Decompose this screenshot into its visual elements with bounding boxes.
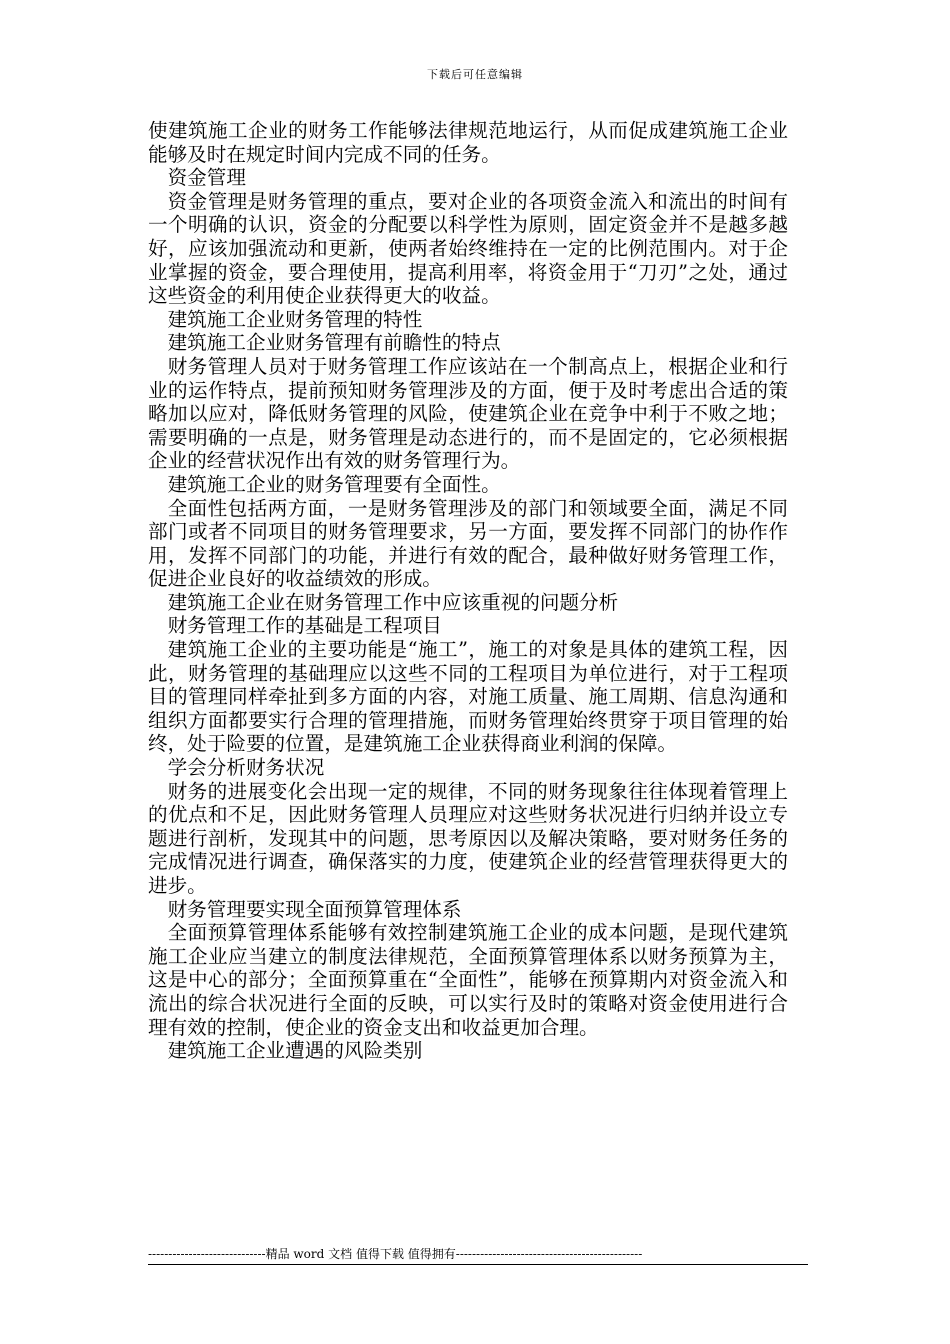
section-heading: 建筑施工企业财务管理的特性 bbox=[167, 307, 423, 331]
section-heading: 资金管理 bbox=[167, 166, 246, 190]
paragraph: 使建筑施工企业的财务工作能够法律规范地运行，从而促成建筑施工企业能够及时在规定时间内完成不同的任务。 bbox=[148, 119, 788, 166]
paragraph: 全面性包括两方面，一是财务管理涉及的部门和领域要全面，满足不同部门或者不同项目的财务管理要求，另一方面，要发挥不同部门的协作作用，发挥不同部门的功能，并进行有效的配合，最种做好财务管理工作，促进企业良好的收益绩效的形成。 bbox=[148, 496, 788, 591]
section-heading: 财务管理工作的基础是工程项目 bbox=[167, 614, 442, 638]
section-heading: 建筑施工企业在财务管理工作中应该重视的问题分析 bbox=[167, 590, 619, 614]
page-footer: -----------------------------精品 word 文档 值得下载 值得拥有---------------------------------------------- bbox=[148, 1247, 643, 1261]
footer-divider bbox=[148, 1264, 808, 1265]
section-heading: 建筑施工企业遭遇的风险类别 bbox=[167, 1039, 423, 1063]
section-heading: 学会分析财务状况 bbox=[167, 756, 325, 780]
paragraph: 全面预算管理体系能够有效控制建筑施工企业的成本问题，是现代建筑施工企业应当建立的制度法律规范，全面预算管理体系以财务预算为主，这是中心的部分；全面预算重在“全面性”，能够在预算期内对资金流入和流出的综合状况进行全面的反映，可以实行及时的策略对资金使用进行合理有效的控制，使企业的资金支出和收益更加合理。 bbox=[148, 921, 788, 1039]
paragraph: 建筑施工企业的主要功能是“施工”，施工的对象是具体的建筑工程，因此，财务管理的基础理应以这些不同的工程项目为单位进行，对于工程项目的管理同样牵扯到多方面的内容，对施工质量、施工周期、信息沟通和组织方面都要实行合理的管理措施，而财务管理始终贯穿于项目管理的始终，处于险要的位置，是建筑施工企业获得商业利润的保障。 bbox=[148, 638, 788, 756]
page-header: 下载后可任意编辑 bbox=[427, 68, 523, 81]
section-heading: 建筑施工企业财务管理有前瞻性的特点 bbox=[167, 331, 501, 355]
section-heading: 财务管理要实现全面预算管理体系 bbox=[167, 897, 462, 921]
document-body bbox=[148, 119, 788, 1063]
paragraph: 财务的进展变化会出现一定的规律，不同的财务现象往往体现着管理上的优点和不足，因此财务管理人员理应对这些财务状况进行归纳并设立专题进行剖析，发现其中的问题，思考原因以及解决策略，要对财务任务的完成情况进行调查，确保落实的力度，使建筑企业的经营管理获得更大的进步。 bbox=[148, 779, 788, 897]
paragraph: 资金管理是财务管理的重点，要对企业的各项资金流入和流出的时间有一个明确的认识，资金的分配要以科学性为原则，固定资金并不是越多越好，应该加强流动和更新，使两者始终维持在一定的比例范围内。对于企业掌握的资金，要合理使用，提高利用率，将资金用于“刀刃”之处，通过这些资金的利用使企业获得更大的收益。 bbox=[148, 189, 788, 308]
section-heading: 建筑施工企业的财务管理要有全面性。 bbox=[167, 472, 501, 496]
paragraph: 财务管理人员对于财务管理工作应该站在一个制高点上，根据企业和行业的运作特点，提前预知财务管理涉及的方面，便于及时考虑出合适的策略加以应对，降低财务管理的风险，使建筑企业在竞争中利于不败之地；需要明确的一点是，财务管理是动态进行的，而不是固定的，它必须根据企业的经营状况作出有效的财务管理行为。 bbox=[148, 354, 788, 473]
